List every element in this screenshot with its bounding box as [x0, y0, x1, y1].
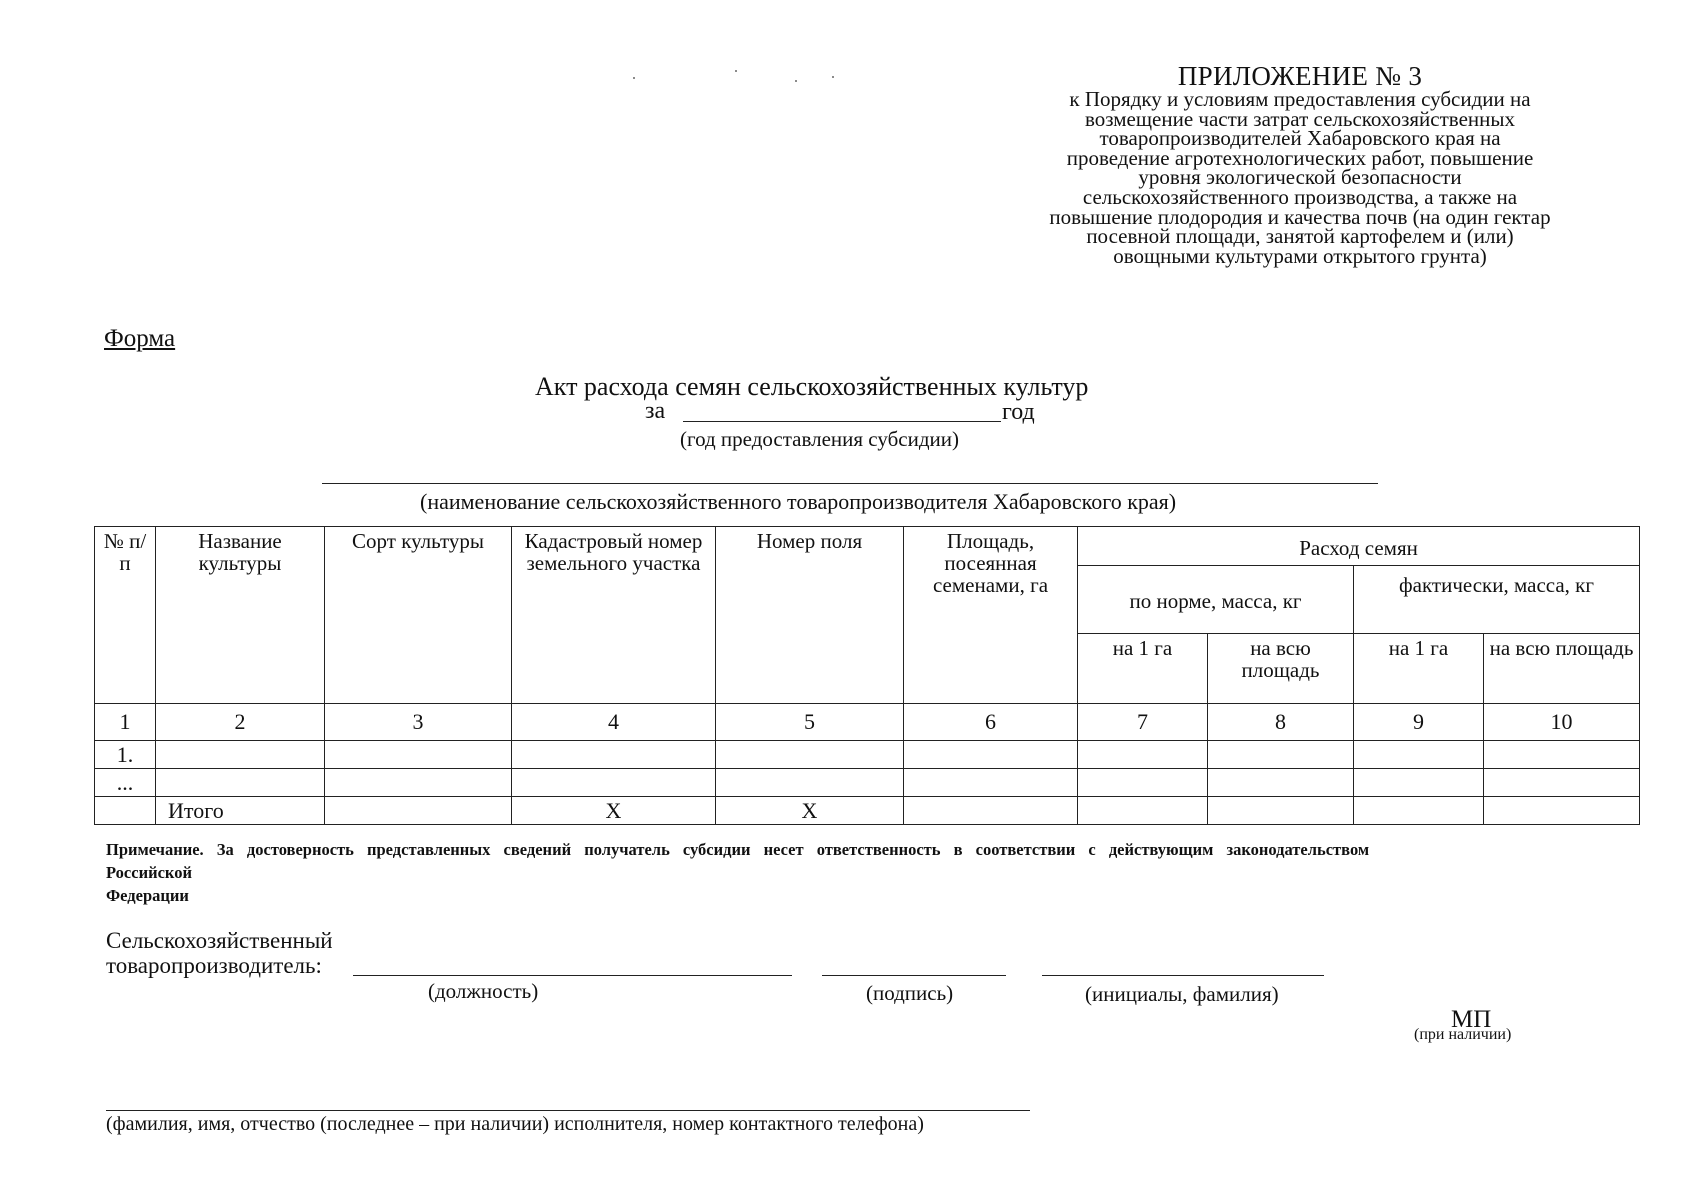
header-total-area: на всю площадь — [1484, 634, 1640, 704]
table-cell: Х — [716, 797, 904, 825]
column-number: 2 — [156, 704, 325, 741]
year-prefix: за — [645, 398, 666, 424]
appendix-line: товаропроизводителей Хабаровского края на — [1099, 126, 1501, 151]
position-input-line[interactable] — [353, 975, 792, 976]
appendix-line: к Порядку и условиям предоставления субсидии на — [1069, 87, 1531, 111]
header-num: № п/п — [95, 527, 156, 704]
form-label: Форма — [104, 325, 176, 352]
table-cell[interactable] — [904, 741, 1078, 769]
note — [106, 838, 1556, 907]
table-cell[interactable] — [512, 741, 716, 769]
producer-label-line: Сельскохозяйственный — [106, 928, 333, 953]
header-per-ha: на 1 га — [1354, 634, 1484, 704]
total-label: Итого — [156, 797, 325, 825]
table-row — [95, 741, 1640, 769]
table-cell[interactable] — [1078, 797, 1208, 825]
column-number: 3 — [325, 704, 512, 741]
column-number: 4 — [512, 704, 716, 741]
organization-hint: (наименование сельскохозяйственного товаропроизводителя Хабаровского края) — [420, 489, 1177, 514]
header-field: Номер поля — [716, 527, 904, 704]
appendix-line: проведение агротехнологических работ, повышение — [1066, 145, 1534, 170]
note-line: Российской — [106, 863, 192, 882]
table-cell[interactable] — [1208, 741, 1354, 769]
header-culture: Название культуры — [156, 527, 325, 704]
table-cell[interactable] — [1354, 741, 1484, 769]
producer-label-line: товаропроизводитель: — [106, 953, 322, 978]
header-per-ha: на 1 га — [1078, 634, 1208, 704]
header-seed-use: Расход семян — [1078, 527, 1640, 566]
table-cell[interactable] — [325, 741, 512, 769]
table-cell[interactable] — [156, 769, 325, 797]
table-cell[interactable] — [1354, 769, 1484, 797]
column-number: 10 — [1484, 704, 1640, 741]
row-number: ... — [95, 769, 156, 797]
header-actual: фактически, масса, кг — [1354, 566, 1640, 634]
column-number: 7 — [1078, 704, 1208, 741]
appendix-line: повышение плодородия и качества почв (на один гектар — [1049, 204, 1551, 229]
scan-speck — [735, 70, 737, 72]
table-cell[interactable] — [1208, 797, 1354, 825]
position-hint: (должность) — [428, 979, 539, 1003]
executor-input-line[interactable] — [106, 1110, 1030, 1111]
table-row — [95, 769, 1640, 797]
stamp-mark: МП — [1451, 1006, 1492, 1033]
header-area: Площадь, посеянная семенами, га — [904, 527, 1078, 704]
table-cell[interactable] — [1078, 769, 1208, 797]
year-suffix: год — [1002, 399, 1035, 425]
appendix-line: овощными культурами открытого грунта) — [1113, 243, 1487, 268]
name-input-line[interactable] — [1042, 975, 1324, 976]
name-hint: (инициалы, фамилия) — [1085, 982, 1279, 1006]
appendix-text — [985, 87, 1615, 268]
scan-speck — [832, 76, 834, 78]
total-row — [95, 797, 1640, 825]
header-variety: Сорт культуры — [325, 527, 512, 704]
column-number: 6 — [904, 704, 1078, 741]
header-total-area: на всю площадь — [1208, 634, 1354, 704]
scan-speck — [795, 80, 797, 82]
appendix-line: сельскохозяйственного производства, а также на — [1082, 184, 1518, 209]
table-cell[interactable] — [904, 797, 1078, 825]
column-number: 1 — [95, 704, 156, 741]
organization-input-line[interactable] — [322, 483, 1378, 484]
row-number: 1. — [95, 741, 156, 769]
note-line: Примечание. За достоверность представленных сведений получатель субсидии несет ответственность в соответствии с действующим законодательством — [106, 840, 1370, 859]
table-cell[interactable] — [1208, 769, 1354, 797]
signature-hint: (подпись) — [866, 981, 954, 1005]
table-cell[interactable] — [716, 741, 904, 769]
table-cell[interactable] — [1484, 797, 1640, 825]
stamp-hint: (при наличии) — [1414, 1026, 1512, 1043]
table-cell[interactable] — [716, 769, 904, 797]
appendix-line: посевной площади, занятой картофелем и (или) — [1086, 224, 1514, 249]
table-cell: Х — [512, 797, 716, 825]
header-cadastral: Кадастровый номер земельного участка — [512, 527, 716, 704]
year-input-line[interactable] — [683, 421, 1001, 422]
column-number: 8 — [1208, 704, 1354, 741]
table-cell[interactable] — [1354, 797, 1484, 825]
scan-speck — [633, 77, 635, 79]
table-cell[interactable] — [1484, 741, 1640, 769]
column-number: 9 — [1354, 704, 1484, 741]
act-title-text: Акт расхода семян сельскохозяйственных культур — [535, 372, 1089, 401]
executor-hint: (фамилия, имя, отчество (последнее – при наличии) исполнителя, номер контактного телефона) — [106, 1113, 924, 1135]
table-cell[interactable] — [325, 769, 512, 797]
table-cell[interactable] — [325, 797, 512, 825]
table-cell[interactable] — [156, 741, 325, 769]
appendix-line: уровня экологической безопасности — [1138, 165, 1462, 190]
table-cell[interactable] — [1484, 769, 1640, 797]
seed-usage-table — [94, 526, 1640, 825]
header-by-norm: по норме, масса, кг — [1078, 566, 1354, 634]
producer-label — [106, 928, 333, 978]
signature-input-line[interactable] — [822, 975, 1006, 976]
table-cell[interactable] — [512, 769, 716, 797]
appendix-line: возмещение части затрат сельскохозяйственных — [1085, 106, 1515, 131]
table-cell[interactable] — [1078, 741, 1208, 769]
note-line: Федерации — [106, 886, 189, 905]
table-cell[interactable] — [904, 769, 1078, 797]
appendix-title: ПРИЛОЖЕНИЕ № 3 — [1177, 61, 1423, 91]
row-number — [95, 797, 156, 825]
column-number: 5 — [716, 704, 904, 741]
year-hint: (год предоставления субсидии) — [680, 427, 959, 451]
appendix-header — [985, 62, 1615, 266]
